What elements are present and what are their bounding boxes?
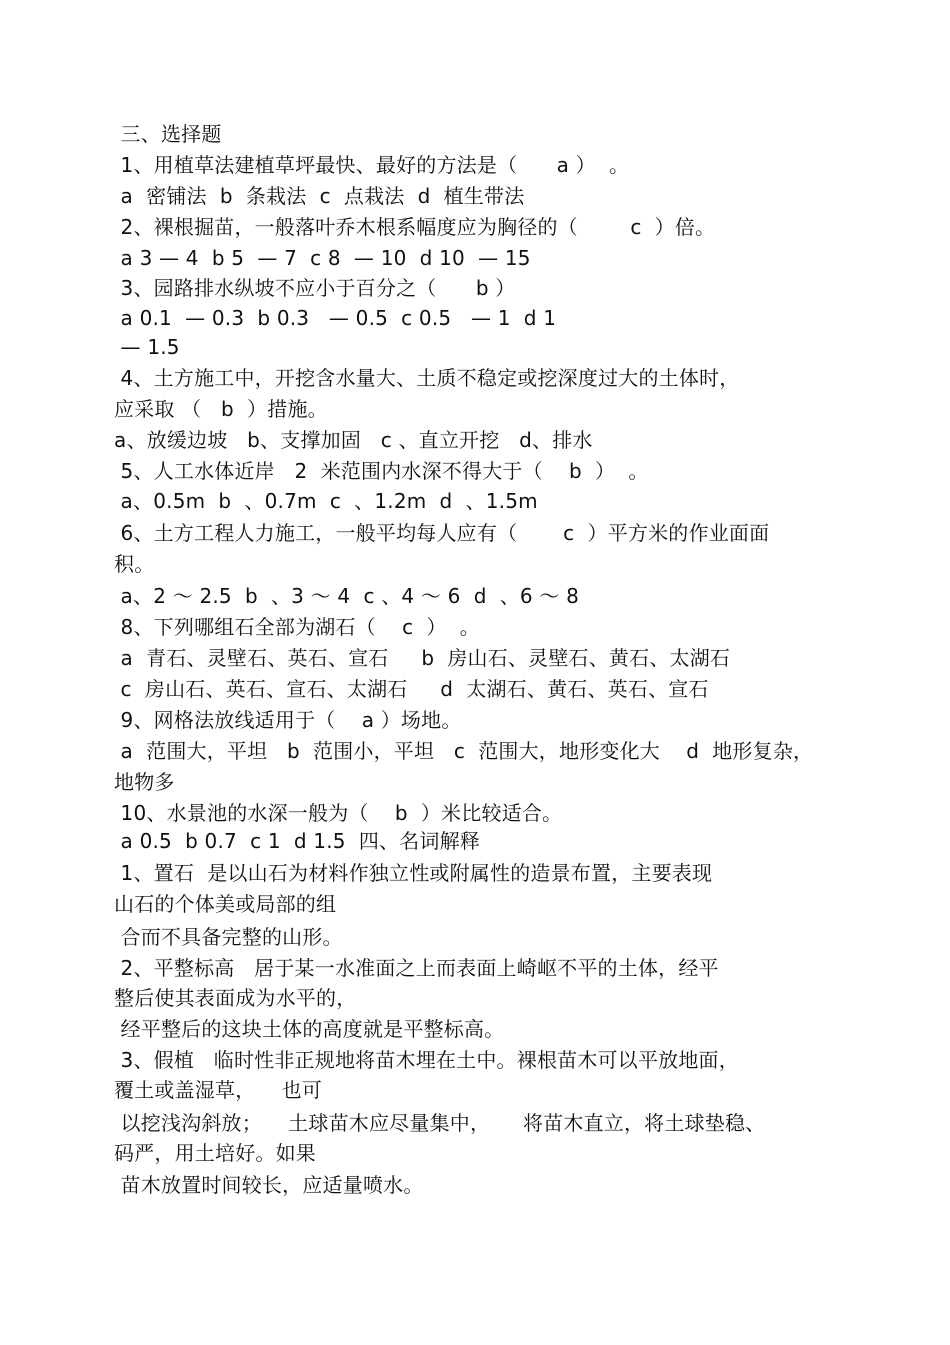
term-2: 2、平整标高 居于某一水准面之上而表面上崎岖不平的土体，经平 (114, 956, 719, 980)
term-3-cont-4: 苗木放置时间较长，应适量喷水。 (114, 1173, 424, 1197)
question-8-options-cd: c 房山石、英石、宣石、太湖石 d 太湖石、黄石、英石、宣石 (114, 677, 709, 701)
question-10-options: a 0.5 b 0.7 c 1 d 1.5 四、名词解释 (114, 829, 481, 853)
question-3: 3、园路排水纵坡不应小于百分之（ b ） (114, 276, 516, 300)
question-9: 9、网格法放线适用于（ a ）场地。 (114, 708, 462, 732)
question-1: 1、用植草法建植草坪最快、最好的方法是（ a ） 。 (114, 153, 630, 177)
term-3-cont-2: 以挖浅沟斜放； 土球苗木应尽量集中， 将苗木直立，将土球垫稳、 (114, 1111, 766, 1135)
term-3-cont-3: 码严，用土培好。如果 (114, 1141, 316, 1165)
question-2-options: a 3 — 4 b 5 — 7 c 8 — 10 d 10 — 15 (114, 246, 531, 270)
question-1-options: a 密铺法 b 条栽法 c 点栽法 d 植生带法 (114, 184, 525, 208)
question-6-options: a、2 ～ 2.5 b 、3 ～ 4 c 、4 ～ 6 d 、6 ～ 8 (114, 584, 580, 608)
question-5: 5、人工水体近岸 2 米范围内水深不得大于（ b ） 。 (114, 459, 649, 483)
question-3-options-cont: — 1.5 (114, 335, 180, 359)
question-4-options: a、放缓边坡 b、支撑加固 c 、直立开挖 d、排水 (114, 428, 593, 452)
term-1: 1、置石 是以山石为材料作独立性或附属性的造景布置，主要表现 (114, 861, 713, 885)
term-2-cont-2: 经平整后的这块土体的高度就是平整标高。 (114, 1017, 505, 1041)
question-5-options: a、0.5m b 、0.7m c 、1.2m d 、1.5m (114, 489, 538, 513)
term-1-cont: 山石的个体美或局部的组 (114, 892, 337, 916)
question-10: 10、水景池的水深一般为（ b ）米比较适合。 (114, 801, 563, 825)
question-9-options: a 范围大，平坦 b 范围小，平坦 c 范围大，地形变化大 d 地形复杂， (114, 739, 814, 763)
question-2: 2、裸根掘苗，一般落叶乔木根系幅度应为胸径的（ c ）倍。 (114, 215, 716, 239)
question-4: 4、土方施工中，开挖含水量大、土质不稳定或挖深度过大的土体时， (114, 366, 740, 390)
term-3: 3、假植 临时性非正规地将苗木埋在土中。裸根苗木可以平放地面， (114, 1048, 739, 1072)
question-3-options: a 0.1 — 0.3 b 0.3 — 0.5 c 0.5 — 1 d 1 (114, 306, 557, 330)
term-3-cont: 覆土或盖湿草， 也可 (114, 1078, 323, 1102)
question-8-options-ab: a 青石、灵壁石、英石、宣石 b 房山石、灵壁石、黄石、太湖石 (114, 646, 731, 670)
question-6-cont: 积。 (114, 552, 155, 576)
term-1-cont-2: 合而不具备完整的山形。 (114, 925, 343, 949)
term-2-cont: 整后使其表面成为水平的， (114, 986, 357, 1010)
question-4-cont: 应采取 （ b ）措施。 (114, 397, 328, 421)
question-6: 6、土方工程人力施工，一般平均每人应有（ c ）平方米的作业面面 (114, 521, 770, 545)
question-9-options-cont: 地物多 (114, 770, 175, 794)
question-8: 8、下列哪组石全部为湖石（ c ） 。 (114, 615, 480, 639)
section-heading: 三、选择题 (114, 122, 222, 146)
